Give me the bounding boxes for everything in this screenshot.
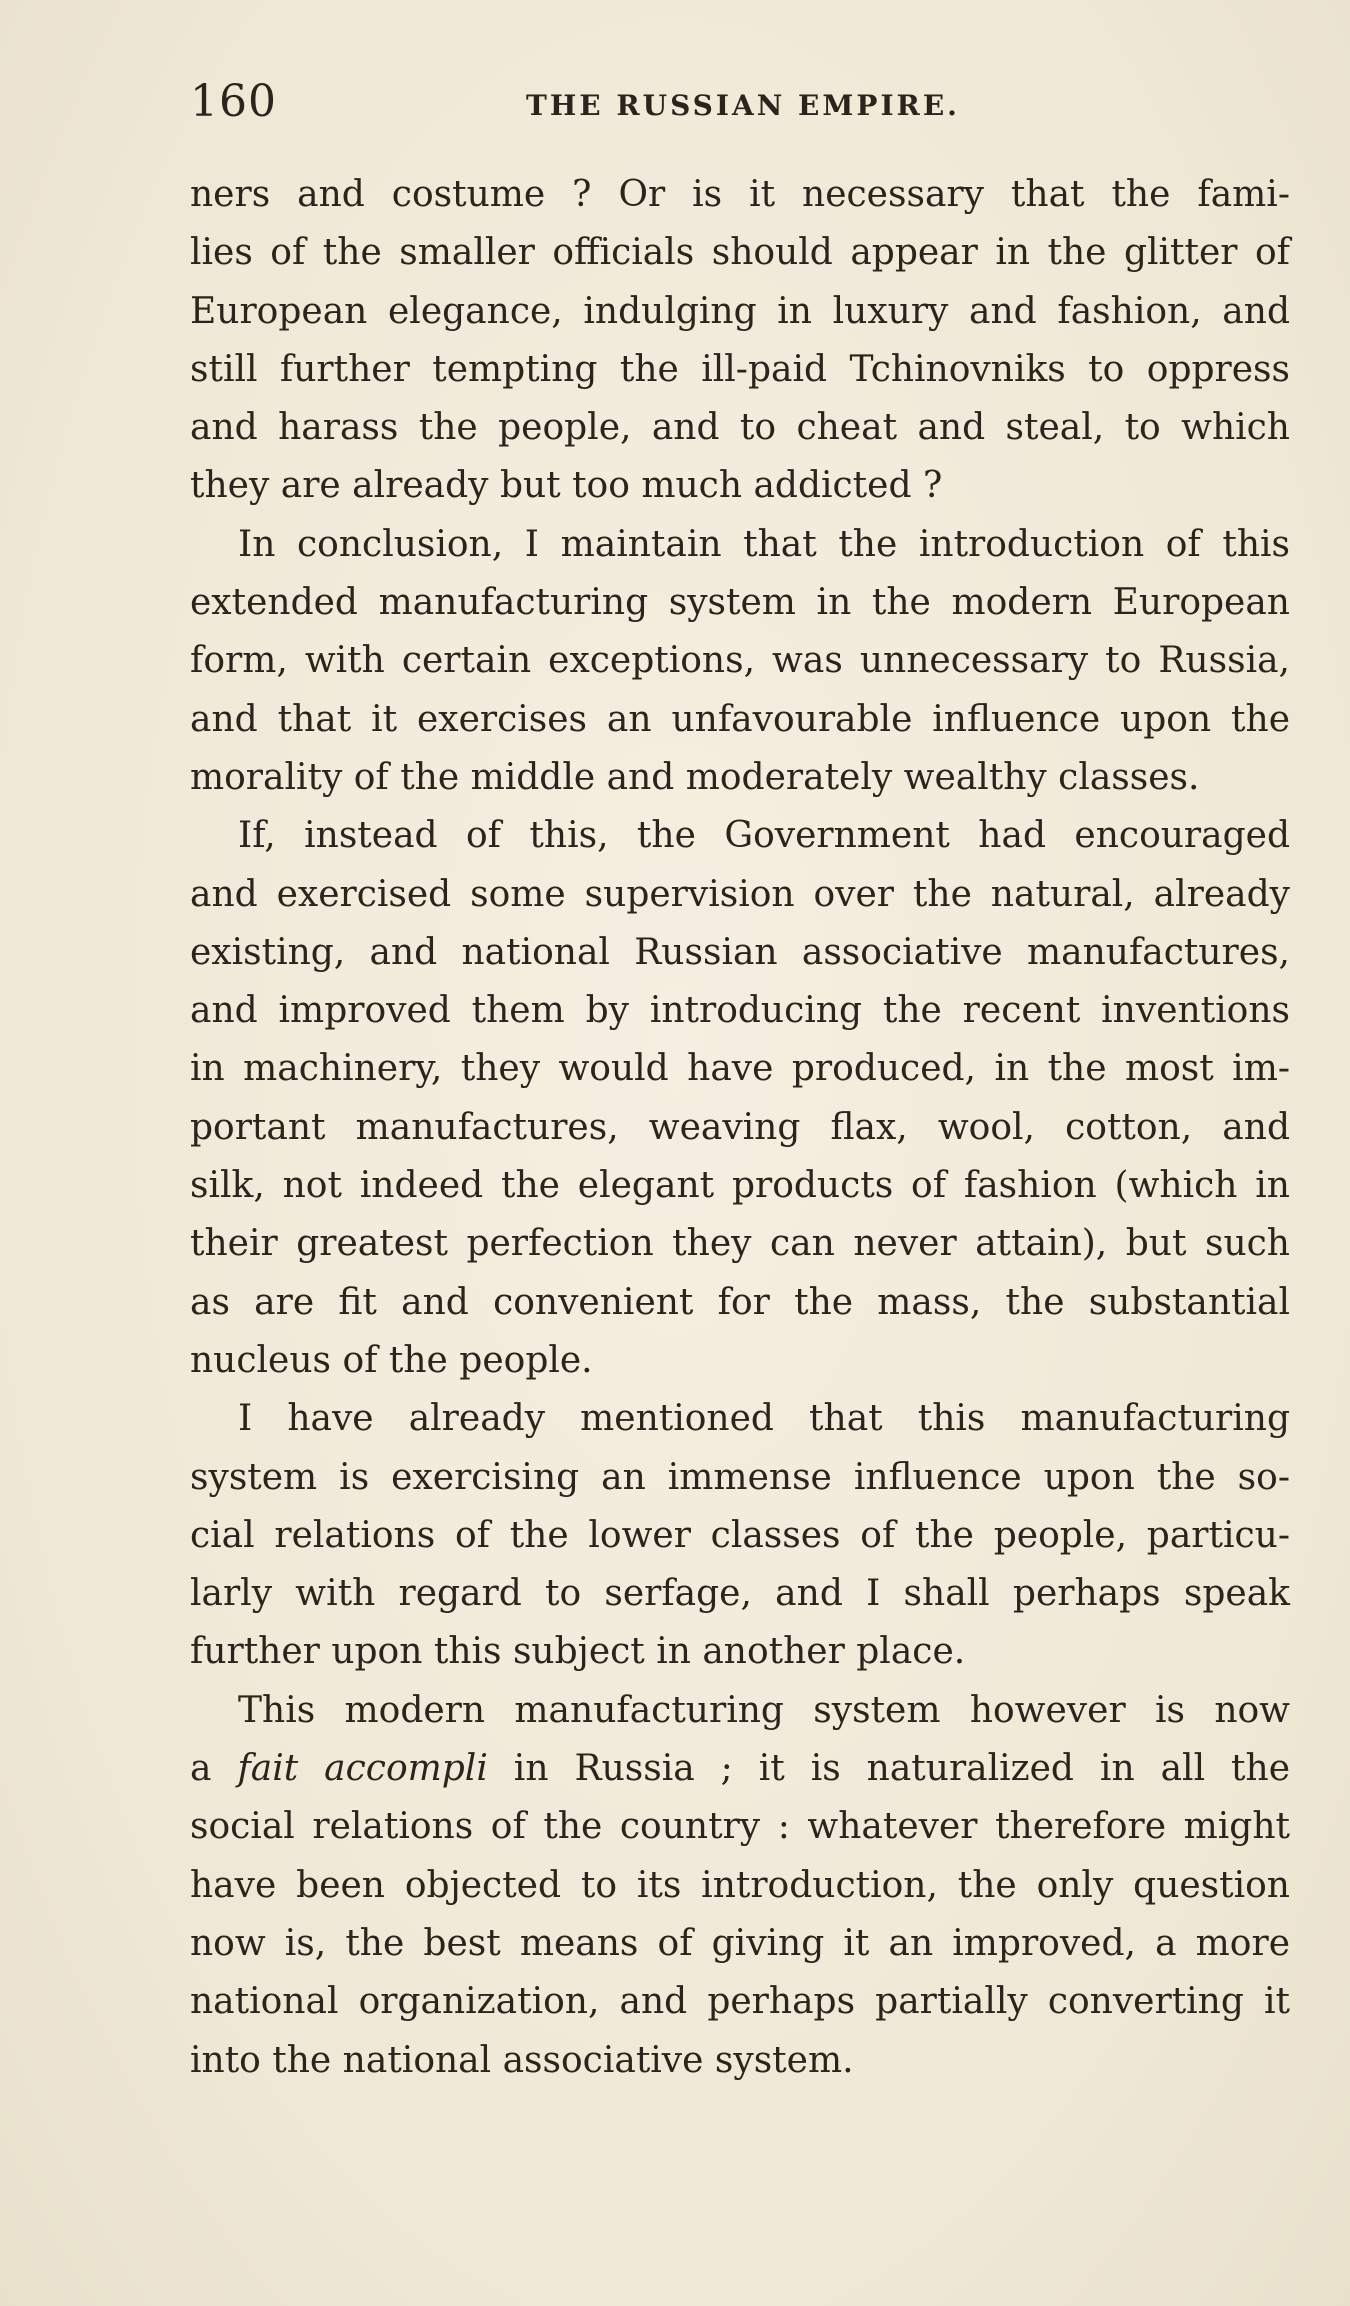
text-run: in Russia ; it is naturalized in all the xyxy=(487,1748,1291,1790)
text-line: morality of the middle and moderately wealthy classes. xyxy=(190,756,1200,798)
text-line: If, instead of this, the Government had encouraged xyxy=(238,815,1290,857)
text-line: and that it exercises an unfavourable influence upon the xyxy=(190,698,1290,740)
text-line: silk, not indeed the elegant products of fashion (which in xyxy=(190,1165,1290,1207)
text-line: now is, the best means of giving it an improved, a more xyxy=(190,1922,1290,1964)
text-line: and exercised some supervision over the natural, already xyxy=(190,873,1290,915)
text-line: form, with certain exceptions, was unnecessary to Russia, xyxy=(190,640,1290,682)
paragraph-4 xyxy=(190,1390,1290,1681)
running-title: THE RUSSIAN EMPIRE. xyxy=(526,89,960,122)
page-number: 160 xyxy=(190,76,277,127)
text-line: nucleus of the people. xyxy=(190,1339,593,1381)
paragraph-3 xyxy=(190,807,1290,1390)
text-line: social relations of the country : whatever therefore might xyxy=(190,1806,1290,1848)
text-line: system is exercising an immense influence upon the so- xyxy=(190,1456,1290,1498)
text-line: have been objected to its introduction, the only question xyxy=(190,1864,1290,1906)
paragraph-1 xyxy=(190,166,1290,516)
text-line: ners and costume ? Or is it necessary that the fami- xyxy=(190,174,1290,215)
text-line: they are already but too much addicted ? xyxy=(190,465,943,507)
italic-phrase: fait accompli xyxy=(237,1748,488,1790)
text-line: This modern manufacturing system however is now xyxy=(238,1689,1290,1731)
text-line-with-italic xyxy=(190,1740,1290,1798)
text-line: In conclusion, I maintain that the introduction of this xyxy=(238,523,1290,565)
text-line: extended manufacturing system in the modern European xyxy=(190,582,1290,624)
text-line: as are fit and convenient for the mass, the substantial xyxy=(190,1281,1290,1323)
text-line: existing, and national Russian associative manufactures, xyxy=(190,931,1290,973)
paragraph-5 xyxy=(190,1682,1290,2090)
text-line: European elegance, indulging in luxury and fashion, and xyxy=(190,290,1290,332)
text-line: still further tempting the ill-paid Tchinovniks to oppress xyxy=(190,348,1290,390)
text-line: their greatest perfection they can never attain), but such xyxy=(190,1223,1290,1265)
text-line: and improved them by introducing the recent inventions xyxy=(190,990,1290,1032)
text-line: lies of the smaller officials should appear in the glitter of xyxy=(190,232,1290,274)
running-head xyxy=(190,72,1300,132)
text-line: in machinery, they would have produced, in the most im- xyxy=(190,1048,1290,1090)
text-line: and harass the people, and to cheat and steal, to which xyxy=(190,407,1290,449)
text-line: further upon this subject in another place. xyxy=(190,1631,966,1673)
text-run: a xyxy=(190,1748,238,1790)
text-line: larly with regard to serfage, and I shall perhaps speak xyxy=(190,1573,1290,1615)
text-line: I have already mentioned that this manufacturing xyxy=(238,1398,1290,1440)
body-text xyxy=(190,166,1290,2090)
text-line: portant manufactures, weaving flax, wool, cotton, and xyxy=(190,1106,1290,1148)
text-line: national organization, and perhaps partially converting it xyxy=(190,1981,1290,2023)
paragraph-2 xyxy=(190,516,1290,807)
text-line: into the national associative system. xyxy=(190,2039,854,2081)
text-line: cial relations of the lower classes of the people, particu- xyxy=(190,1514,1290,1556)
